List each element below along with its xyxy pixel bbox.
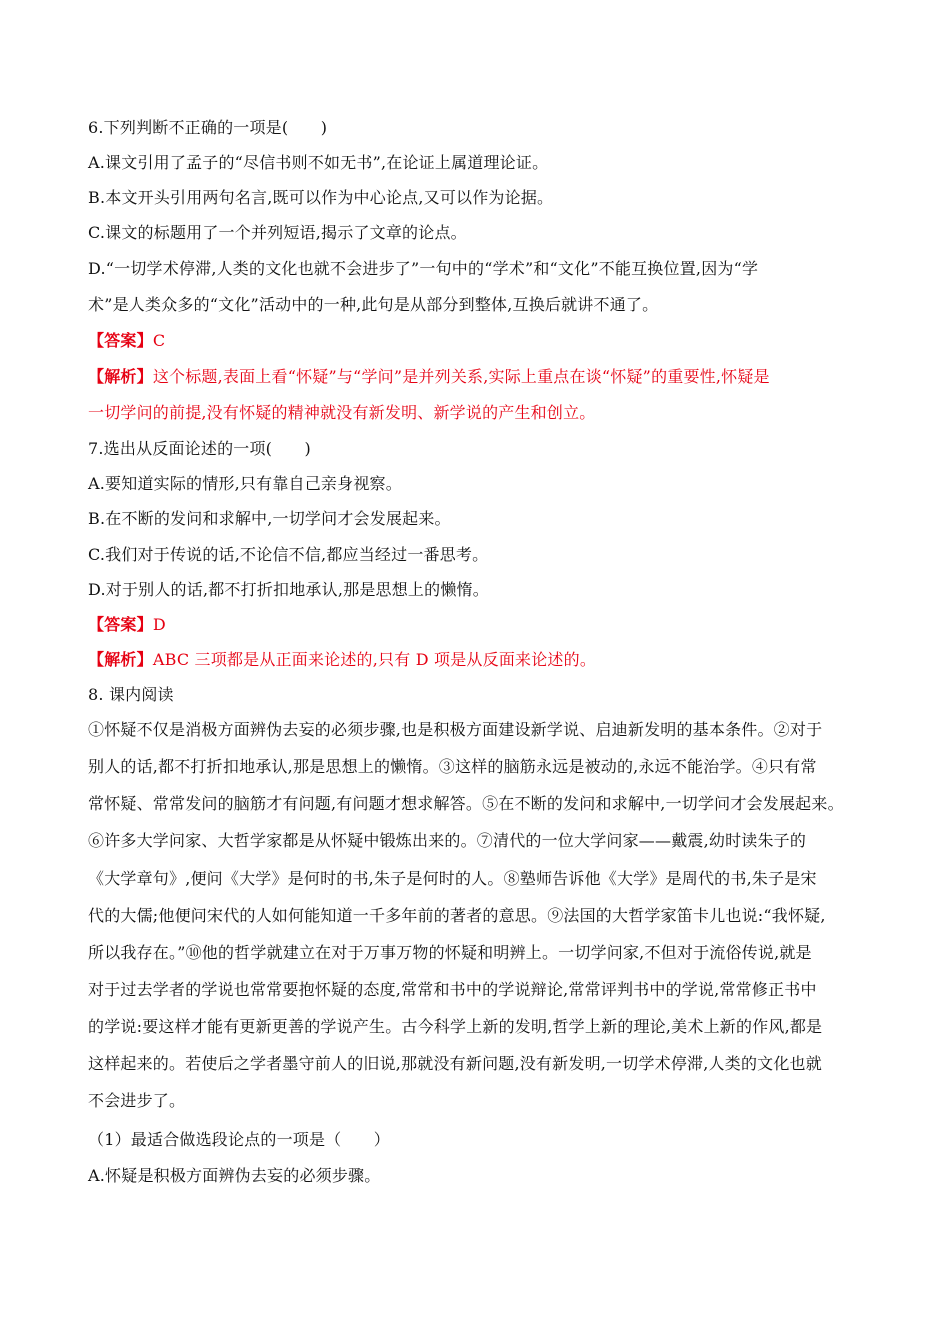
q8-passage-line: 《大学章句》,便问《大学》是何时的书,朱子是何时的人。⑧塾师告诉他《大学》是周代的书,朱子是宋 <box>88 869 817 888</box>
analysis-tag: 【解析】 <box>88 650 153 669</box>
q8-passage-line: 所以我存在。”⑩他的哲学就建立在对于万事万物的怀疑和明辨上。一切学问家,不但对于流俗传说,就是 <box>88 943 812 962</box>
q8-passage-line: 的学说:要这样才能有更新更善的学说产生。古今科学上新的发明,哲学上新的理论,美术上新的作风,都是 <box>88 1017 823 1036</box>
q8-passage-line: 这样起来的。若使后之学者墨守前人的旧说,那就没有新问题,没有新发明,一切学术停滞,人类的文化也就 <box>88 1054 822 1073</box>
answer-value: D <box>152 615 166 634</box>
q8-sub1-stem: （1）最适合做选段论点的一项是（ ） <box>88 1130 390 1149</box>
answer-value: C <box>152 331 166 350</box>
answer-tag: 【答案】 <box>88 615 153 634</box>
q6-option-d-line2: 术”是人类众多的“文化”活动中的一种,此句是从部分到整体,互换后就讲不通了。 <box>88 295 659 314</box>
q7-option-d: D.对于别人的话,都不打折扣地承认,那是思想上的懒惰。 <box>88 580 489 599</box>
q7-option-a: A.要知道实际的情形,只有靠自己亲身视察。 <box>88 474 402 493</box>
q8-passage-line: 别人的话,都不打折扣地承认,那是思想上的懒惰。③这样的脑筋永远是被动的,永远不能治学。④只有常 <box>88 757 817 776</box>
q8-passage-line: ⑥许多大学问家、大哲学家都是从怀疑中锻炼出来的。⑦清代的一位大学问家——戴震,幼时读朱子的 <box>88 831 807 850</box>
q7-option-b: B.在不断的发问和求解中,一切学问才会发展起来。 <box>88 509 451 528</box>
q7-stem: 7.选出从反面论述的一项( ) <box>88 439 311 458</box>
analysis-tag: 【解析】 <box>88 367 153 386</box>
q6-stem: 6.下列判断不正确的一项是( ) <box>88 118 328 137</box>
q6-option-d-line1: D.“一切学术停滞,人类的文化也就不会进步了”一句中的“学术”和“文化”不能互换位置,因为“学 <box>88 259 759 278</box>
analysis-text: 这个标题,表面上看“怀疑”与“学问”是并列关系,实际上重点在谈“怀疑”的重要性,怀疑是 <box>152 367 770 386</box>
answer-tag: 【答案】 <box>88 331 153 350</box>
q8-sub1-option-a: A.怀疑是积极方面辨伪去妄的必须步骤。 <box>88 1166 381 1185</box>
q6-analysis-line1 <box>88 366 868 388</box>
q8-passage-line: 不会进步了。 <box>88 1091 186 1110</box>
q8-passage-line: 代的大儒;他便问宋代的人如何能知道一千多年前的著者的意思。⑨法国的大哲学家笛卡儿也说:“我怀疑, <box>88 906 826 925</box>
q6-option-c: C.课文的标题用了一个并列短语,揭示了文章的论点。 <box>88 223 467 242</box>
q8-passage-line: 常怀疑、常常发问的脑筋才有问题,有问题才想求解答。⑤在不断的发问和求解中,一切学问才会发展起来。 <box>88 794 844 813</box>
q7-option-c: C.我们对于传说的话,不论信不信,都应当经过一番思考。 <box>88 545 489 564</box>
q7-answer <box>88 614 868 636</box>
q6-analysis-line2: 一切学问的前提,没有怀疑的精神就没有新发明、新学说的产生和创立。 <box>88 403 596 422</box>
q8-passage-line: 对于过去学者的学说也常常要抱怀疑的态度,常常和书中的学说辩论,常常评判书中的学说,常常修正书中 <box>88 980 817 999</box>
q7-analysis <box>88 649 868 671</box>
q6-option-b: B.本文开头引用两句名言,既可以作为中心论点,又可以作为论据。 <box>88 188 554 207</box>
q8-title: 8. 课内阅读 <box>88 685 174 704</box>
q6-option-a: A.课文引用了孟子的“尽信书则不如无书”,在论证上属道理论证。 <box>88 153 549 172</box>
q6-answer <box>88 330 868 352</box>
analysis-text: ABC 三项都是从正面来论述的,只有 D 项是从反面来论述的。 <box>152 650 597 669</box>
q8-passage-line: ①怀疑不仅是消极方面辨伪去妄的必须步骤,也是积极方面建设新学说、启迪新发明的基本条件。②对于 <box>88 720 823 739</box>
